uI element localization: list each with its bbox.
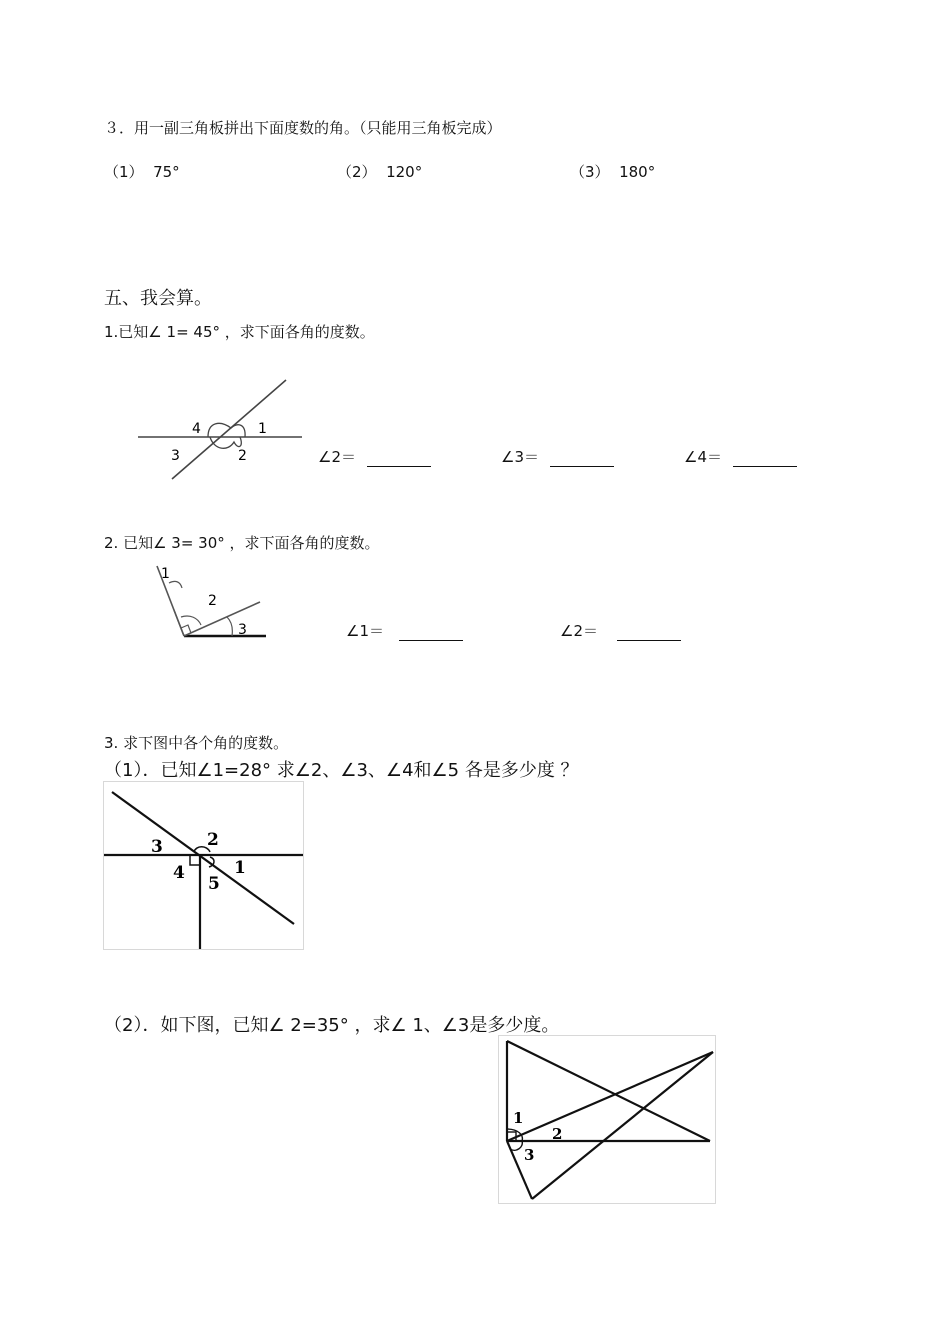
p3f2-label-2: 2 xyxy=(552,1125,563,1143)
p3f2-hypotenuse xyxy=(507,1041,710,1141)
p3f1-label-1: 1 xyxy=(234,858,246,878)
q3-item-2-value: 120° xyxy=(386,163,423,181)
p2-answer-angle-1-blank[interactable] xyxy=(399,622,463,641)
p2-answer-angle-2-label: ∠2＝ xyxy=(560,622,598,640)
q3-item-1-value: 75° xyxy=(153,163,180,181)
p2-label-3: 3 xyxy=(238,622,247,638)
q3-title: ３．用一副三角板拼出下面度数的角。（只能用三角板完成） xyxy=(104,119,502,137)
q3-item-1-num: （1） xyxy=(104,163,144,181)
p2-angle-arc-3 xyxy=(227,617,232,636)
p2-answer-angle-1 xyxy=(346,620,463,641)
p3f1-right-angle-marker xyxy=(190,855,200,865)
p2-label-2: 2 xyxy=(208,593,217,609)
q3-item-3 xyxy=(570,161,655,182)
q3-item-2 xyxy=(337,161,422,182)
p1-angle-arc-upper xyxy=(208,423,245,437)
problem-2-figure xyxy=(150,562,280,647)
problem-1-figure xyxy=(130,372,320,487)
problem-3-figure-1 xyxy=(103,781,304,951)
p1-label-2: 2 xyxy=(238,448,247,464)
p1-answer-angle-3-label: ∠3＝ xyxy=(501,448,539,466)
p3f1-label-4: 4 xyxy=(173,863,185,883)
p2-angle-arc-1 xyxy=(169,581,182,588)
problem-2-title: 2. 已知∠ 3= 30° ，求下面各角的度数。 xyxy=(104,534,380,552)
p2-angle-arc-2 xyxy=(181,616,201,625)
p3f2-label-3: 3 xyxy=(524,1146,535,1164)
q3-item-3-num: （3） xyxy=(570,163,610,181)
q3-item-2-num: （2） xyxy=(337,163,377,181)
p3f1-label-2: 2 xyxy=(207,830,219,850)
p2-answer-angle-1-label: ∠1＝ xyxy=(346,622,384,640)
p3f1-label-3: 3 xyxy=(151,837,163,857)
problem-1-title: 1.已知∠ 1= 45° ，求下面各角的度数。 xyxy=(104,323,375,341)
q3-item-3-value: 180° xyxy=(619,163,656,181)
p1-label-4: 4 xyxy=(192,421,201,437)
p1-label-3: 3 xyxy=(171,448,180,464)
problem-3-title: 3. 求下图中各个角的度数。 xyxy=(104,734,289,752)
q3-item-1 xyxy=(104,161,180,182)
p2-perpendicular-ray xyxy=(174,610,184,636)
p1-answer-angle-2 xyxy=(318,446,431,467)
problem-3-figure-2 xyxy=(498,1035,716,1205)
p1-answer-angle-2-label: ∠2＝ xyxy=(318,448,356,466)
p1-answer-angle-3-blank[interactable] xyxy=(550,448,614,467)
problem-3-sub-1-text: （1）．已知∠1=28° 求∠2、∠3、∠4和∠5 各是多少度 ？ xyxy=(104,760,579,781)
problem-3-sub-2-text: （2）．如下图，已知∠ 2=35° ，求∠ 1、∠3是多少度。 xyxy=(104,1015,560,1036)
p3f2-label-1: 1 xyxy=(513,1109,524,1127)
p3f1-diagonal-line xyxy=(112,792,294,924)
p2-label-1: 1 xyxy=(161,566,170,582)
p1-answer-angle-3 xyxy=(501,446,614,467)
p2-answer-angle-2 xyxy=(560,620,681,641)
p2-answer-angle-2-blank[interactable] xyxy=(617,622,681,641)
p1-answer-angle-2-blank[interactable] xyxy=(367,448,431,467)
p1-answer-angle-4-blank[interactable] xyxy=(733,448,797,467)
section-5-heading: 五、我会算。 xyxy=(104,288,212,309)
p3-figure-2-frame xyxy=(499,1036,716,1204)
p1-answer-angle-4-label: ∠4＝ xyxy=(684,448,722,466)
p1-answer-angle-4 xyxy=(684,446,797,467)
p3f1-label-5: 5 xyxy=(208,874,220,894)
p1-slanted-line xyxy=(172,380,286,479)
p1-label-1: 1 xyxy=(258,421,267,437)
